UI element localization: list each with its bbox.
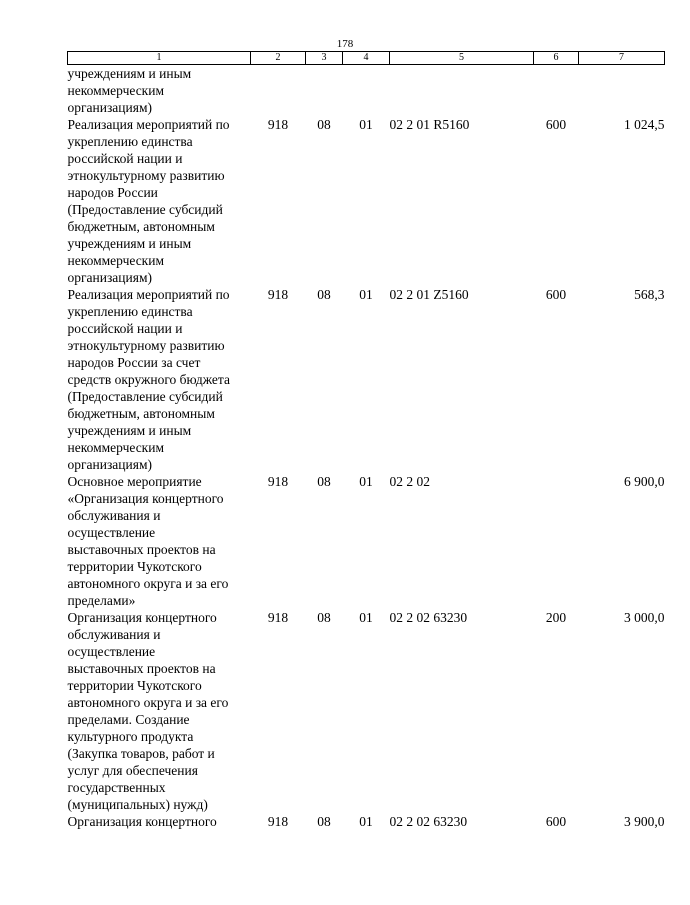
row-name-line: укреплению единства — [67, 134, 193, 149]
target-article-code: 02 2 01 R5160 — [389, 117, 470, 132]
amount-value: 3 900,0 — [624, 814, 665, 829]
admin-code: 918 — [267, 117, 289, 132]
admin-code: 918 — [267, 814, 289, 829]
table-row — [68, 609, 665, 813]
admin-code: 918 — [267, 610, 289, 625]
row-name — [68, 473, 251, 609]
row-name — [68, 286, 251, 473]
subsection-code: 01 — [359, 610, 373, 625]
expense-type-code — [534, 473, 579, 609]
expense-type-code: 200 — [545, 610, 567, 625]
row-name-line: российской нации и — [67, 321, 183, 336]
column-number: 3 — [306, 52, 343, 65]
row-name-line: автономного округа и за его — [67, 695, 229, 710]
row-name-line: обслуживания и — [67, 508, 161, 523]
row-name-line: осуществление — [67, 525, 156, 540]
expense-type-code: 600 — [545, 814, 567, 829]
column-number: 7 — [579, 52, 665, 65]
row-name-line: «Организация концертного — [67, 491, 224, 506]
row-name-line: учреждениям и иным — [67, 66, 192, 81]
amount-value: 6 900,0 — [624, 474, 665, 489]
row-name-line: (Предоставление субсидий — [67, 202, 223, 217]
row-name-line: Организация концертного — [67, 610, 217, 625]
section-code: 08 — [317, 814, 331, 829]
table-row — [68, 286, 665, 473]
row-name-line: организациям) — [67, 100, 153, 115]
table-body — [68, 65, 665, 831]
section-code — [306, 65, 343, 117]
column-number: 4 — [343, 52, 390, 65]
row-name — [68, 813, 251, 830]
row-name-line: организациям) — [67, 270, 153, 285]
row-name-line: услуг для обеспечения — [67, 763, 198, 778]
row-name-line: автономного округа и за его — [67, 576, 229, 591]
row-name-line: (Закупка товаров, работ и — [67, 746, 215, 761]
row-name-line: укреплению единства — [67, 304, 193, 319]
subsection-code: 01 — [359, 474, 373, 489]
subsection-code — [343, 65, 390, 117]
row-name-line: этнокультурному развитию — [67, 338, 225, 353]
row-name-line: Основное мероприятие — [67, 474, 202, 489]
section-code: 08 — [317, 610, 331, 625]
column-number-header — [68, 52, 665, 65]
row-name-line: бюджетным, автономным — [67, 219, 215, 234]
row-name-line: организациям) — [67, 457, 153, 472]
row-name-line: российской нации и — [67, 151, 183, 166]
row-name-line: осуществление — [67, 644, 156, 659]
column-number: 6 — [534, 52, 579, 65]
admin-code — [251, 65, 306, 117]
row-name-line: Организация концертного — [67, 814, 217, 829]
expense-type-code: 600 — [545, 117, 567, 132]
expense-type-code — [534, 65, 579, 117]
table-row — [68, 813, 665, 830]
row-name-line: культурного продукта — [67, 729, 194, 744]
row-name-line: выставочных проектов на — [67, 542, 216, 557]
row-name-line: народов России за счет — [67, 355, 201, 370]
row-name-line: (Предоставление субсидий — [67, 389, 223, 404]
row-name-line: бюджетным, автономным — [67, 406, 215, 421]
row-name — [68, 116, 251, 286]
row-name — [68, 65, 251, 117]
section-code: 08 — [317, 287, 331, 302]
budget-table — [67, 51, 665, 830]
section-code: 08 — [317, 117, 331, 132]
amount-value — [579, 65, 665, 117]
subsection-code: 01 — [359, 814, 373, 829]
expense-type-code: 600 — [545, 287, 567, 302]
admin-code: 918 — [267, 474, 289, 489]
row-name-line: территории Чукотского — [67, 559, 202, 574]
table-row — [68, 65, 665, 117]
table-row — [68, 473, 665, 609]
column-number: 5 — [390, 52, 534, 65]
row-name-line: учреждениям и иным — [67, 236, 192, 251]
row-name-line: некоммерческим — [67, 440, 165, 455]
subsection-code: 01 — [359, 117, 373, 132]
row-name-line: Реализация мероприятий по — [67, 117, 230, 132]
row-name-line: государственных — [67, 780, 166, 795]
section-code: 08 — [317, 474, 331, 489]
amount-value: 1 024,5 — [624, 117, 665, 132]
row-name-line: этнокультурному развитию — [67, 168, 225, 183]
page-number: 178 — [336, 38, 354, 50]
target-article-code — [390, 65, 534, 117]
column-number: 1 — [68, 52, 251, 65]
target-article-code: 02 2 01 Z5160 — [389, 287, 469, 302]
row-name-line: (муниципальных) нужд) — [67, 797, 208, 812]
subsection-code: 01 — [359, 287, 373, 302]
row-name-line: выставочных проектов на — [67, 661, 216, 676]
target-article-code: 02 2 02 63230 — [389, 814, 468, 829]
target-article-code: 02 2 02 63230 — [389, 610, 468, 625]
row-name-line: учреждениям и иным — [67, 423, 192, 438]
row-name-line: средств окружного бюджета — [67, 372, 230, 387]
target-article-code: 02 2 02 — [389, 474, 430, 489]
row-name-line: обслуживания и — [67, 627, 161, 642]
amount-value: 568,3 — [634, 287, 665, 302]
row-name-line: территории Чукотского — [67, 678, 202, 693]
row-name-line: пределами. Создание — [67, 712, 190, 727]
row-name-line: некоммерческим — [67, 83, 165, 98]
table-row — [68, 116, 665, 286]
row-name-line: Реализация мероприятий по — [67, 287, 230, 302]
admin-code: 918 — [267, 287, 289, 302]
row-name-line: некоммерческим — [67, 253, 165, 268]
row-name-line: пределами» — [67, 593, 136, 608]
amount-value: 3 000,0 — [624, 610, 665, 625]
row-name-line: народов России — [67, 185, 158, 200]
column-number: 2 — [251, 52, 306, 65]
row-name — [68, 609, 251, 813]
